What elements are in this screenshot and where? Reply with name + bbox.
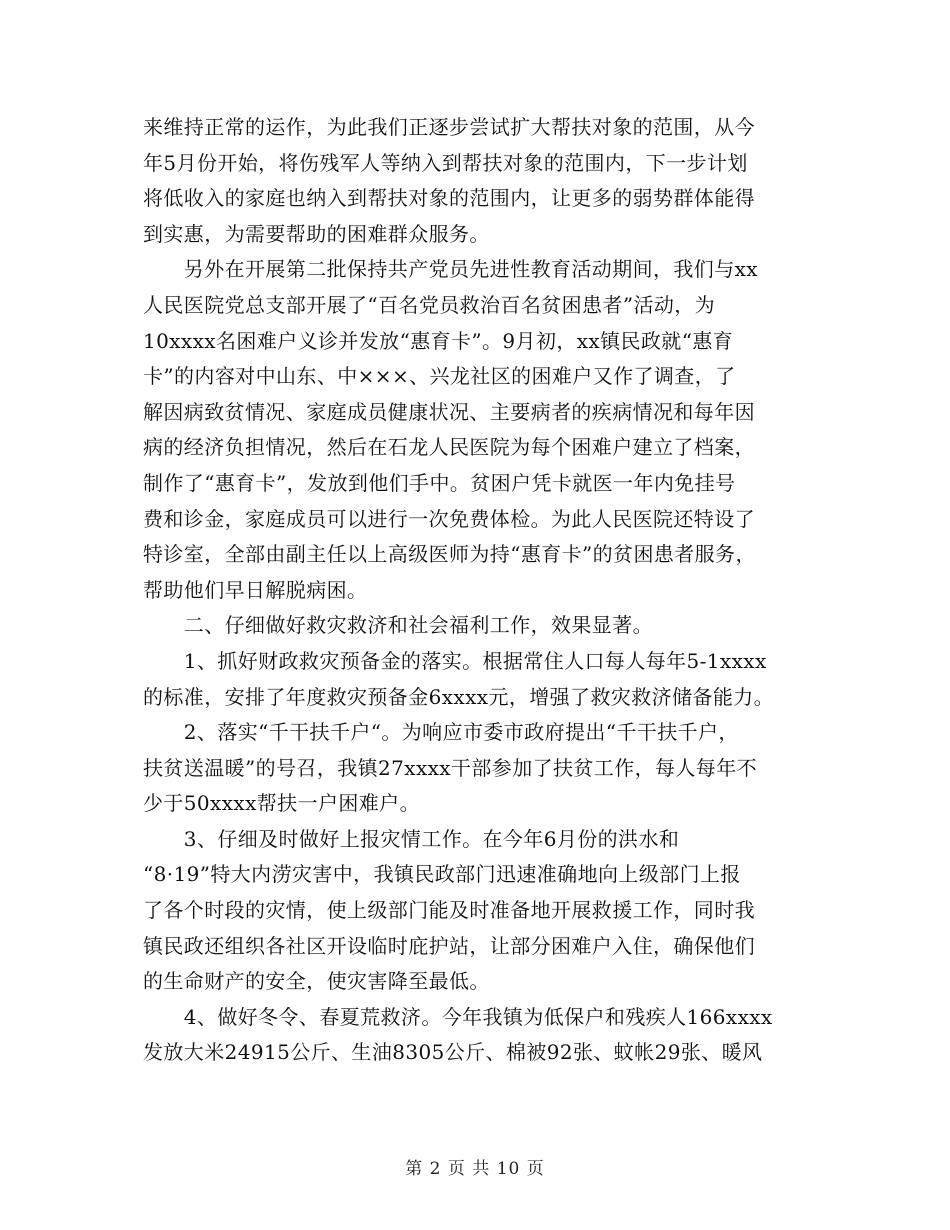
text-line: 发放大米24915公斤、生油8305公斤、棉被92张、蚊帐29张、暖风 bbox=[143, 1040, 763, 1065]
text-line: 4、做好冬令、春夏荒救济。今年我镇为低保户和残疾人166xxxx bbox=[143, 1004, 773, 1029]
text-line: “8·19”特大内涝灾害中，我镇民政部门迅速准确地向上级部门上报 bbox=[143, 862, 741, 887]
text-line: 了各个时段的灾情，使上级部门能及时准备地开展救援工作，同时我 bbox=[143, 898, 755, 923]
text-line: 1、抓好财政救灾预备金的落实。根据常住人口每人每年5-1xxxx bbox=[143, 648, 767, 673]
text-line: 10xxxx名困难户义诊并发放“惠育卡”。9月初，xx镇民政就“惠育 bbox=[143, 328, 734, 353]
page-number-footer: 第 2 页 共 10 页 bbox=[405, 1159, 545, 1179]
text-line: 卡”的内容对中山东、中×××、兴龙社区的困难户又作了调查，了 bbox=[143, 364, 736, 389]
text-line: 扶贫送温暖”的号召，我镇27xxxx干部参加了扶贫工作，每人每年不 bbox=[143, 755, 757, 780]
text-line: 二、仔细做好救灾救济和社会福利工作，效果显著。 bbox=[143, 613, 653, 638]
text-line: 另外在开展第二批保持共产党员先进性教育活动期间，我们与xx bbox=[143, 257, 758, 282]
text-line: 到实惠，为需要帮助的困难群众服务。 bbox=[143, 221, 490, 246]
text-line: 病的经济负担情况，然后在石龙人民医院为每个困难户建立了档案， bbox=[143, 435, 755, 460]
text-line: 年5月份开始，将伤残军人等纳入到帮扶对象的范围内，下一步计划 bbox=[143, 150, 748, 175]
text-line: 镇民政还组织各社区开设临时庇护站，让部分困难户入住，确保他们 bbox=[143, 933, 755, 958]
text-line: 费和诊金，家庭成员可以进行一次免费体检。为此人民医院还特设了 bbox=[143, 506, 755, 531]
text-line: 来维持正常的运作，为此我们正逐步尝试扩大帮扶对象的范围，从今 bbox=[143, 115, 755, 139]
text-line: 2、落实“千干扶千户“。为响应市委市政府提出“千干扶千户， bbox=[143, 720, 739, 745]
text-line: 的生命财产的安全，使灾害降至最低。 bbox=[143, 969, 490, 994]
text-line: 特诊室，全部由副主任以上高级医师为持“惠育卡”的贫困患者服务， bbox=[143, 542, 756, 567]
text-line: 帮助他们早日解脱病困。 bbox=[143, 577, 368, 602]
text-line: 的标准，安排了年度救灾预备金6xxxx元，增强了救灾救济储备能力。 bbox=[143, 684, 775, 709]
document-body bbox=[143, 110, 813, 1071]
text-line: 3、仔细及时做好上报灾情工作。在今年6月份的洪水和 bbox=[143, 826, 680, 851]
text-line: 少于50xxxx帮扶一户困难户。 bbox=[143, 791, 420, 816]
text-line: 制作了“惠育卡”，发放到他们手中。贫困户凭卡就医一年内免挂号 bbox=[143, 470, 736, 495]
text-line: 人民医院党总支部开展了“百名党员救治百名贫困患者”活动，为 bbox=[143, 292, 716, 317]
text-line: 将低收入的家庭也纳入到帮扶对象的范围内，让更多的弱势群体能得 bbox=[143, 186, 755, 211]
text-line: 解因病致贫情况、家庭成员健康状况、主要病者的疾病情况和每年因 bbox=[143, 399, 755, 424]
